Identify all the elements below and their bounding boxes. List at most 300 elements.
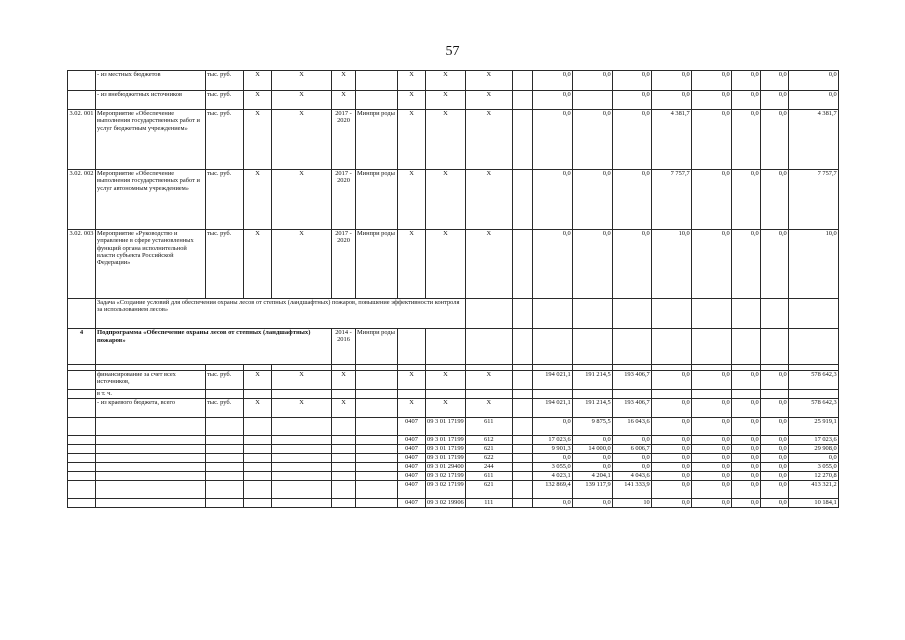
empty-cell xyxy=(206,463,244,472)
x-cell: X xyxy=(426,399,466,418)
empty-cell xyxy=(332,481,356,499)
value-cell: 194 021,1 xyxy=(532,371,572,390)
empty-cell xyxy=(512,481,532,499)
unit-cell: тыс. руб. xyxy=(206,170,244,230)
value-cell: 0,0 xyxy=(691,418,731,436)
value-cell: 7 757,7 xyxy=(788,170,838,230)
value-cell: 0,0 xyxy=(731,436,760,445)
value-cell: 0,0 xyxy=(691,445,731,454)
code-cell: 621 xyxy=(465,445,512,454)
value-cell: 0,0 xyxy=(691,110,731,170)
value-cell: 7 757,7 xyxy=(651,170,691,230)
value-cell: 0,0 xyxy=(691,499,731,508)
empty-cell xyxy=(272,418,332,436)
empty-cell xyxy=(96,499,206,508)
value-cell: 4 381,7 xyxy=(651,110,691,170)
empty-cell xyxy=(788,329,838,365)
x-cell: X xyxy=(398,110,426,170)
value-cell: 191 214,5 xyxy=(572,399,612,418)
empty-cell xyxy=(68,418,96,436)
detail-row xyxy=(68,418,839,436)
empty-cell xyxy=(731,390,760,399)
value-cell: 578 642,3 xyxy=(788,399,838,418)
x-cell: X xyxy=(244,170,272,230)
value-cell: 0,0 xyxy=(691,371,731,390)
value-cell: 413 321,2 xyxy=(788,481,838,499)
empty-cell xyxy=(68,390,96,399)
empty-cell xyxy=(612,299,651,329)
value-cell: 132 869,4 xyxy=(532,481,572,499)
value-cell: 16 043,6 xyxy=(612,418,651,436)
value-cell: 0,0 xyxy=(691,454,731,463)
value-cell: 0,0 xyxy=(532,71,572,91)
row-number: 3.02. 001 xyxy=(68,110,96,170)
value-cell: 0,0 xyxy=(612,230,651,299)
unit-cell: тыс. руб. xyxy=(206,230,244,299)
executor-cell: Минпри роды xyxy=(356,170,398,230)
code-cell: 0407 xyxy=(398,454,426,463)
code-cell: 622 xyxy=(465,454,512,463)
value-cell: 0,0 xyxy=(760,371,788,390)
task-row xyxy=(68,299,839,329)
empty-cell xyxy=(332,463,356,472)
empty-cell xyxy=(206,445,244,454)
executor-cell xyxy=(356,91,398,110)
empty-cell xyxy=(465,299,512,329)
empty-cell xyxy=(612,329,651,365)
value-cell: 0,0 xyxy=(651,371,691,390)
code-cell: 0407 xyxy=(398,481,426,499)
x-cell: X xyxy=(244,110,272,170)
value-cell: 17 023,6 xyxy=(532,436,572,445)
value-cell: 0,0 xyxy=(651,445,691,454)
x-cell: X xyxy=(272,170,332,230)
empty-cell xyxy=(788,299,838,329)
code-cell: 09 3 01 17199 xyxy=(427,445,464,452)
value-cell: 10 xyxy=(612,499,651,508)
x-cell: X xyxy=(465,230,512,299)
x-cell: X xyxy=(465,91,512,110)
value-cell: 0,0 xyxy=(572,454,612,463)
empty-cell xyxy=(465,329,512,365)
empty-cell xyxy=(512,329,532,365)
row-label: финансирование за счет всех источников, xyxy=(96,371,206,390)
value-cell: 193 406,7 xyxy=(612,399,651,418)
page-number: 57 xyxy=(445,44,460,59)
code-cell: 0407 xyxy=(398,463,426,472)
value-cell: 0,0 xyxy=(532,418,572,436)
value-cell: 0,0 xyxy=(612,463,651,472)
value-cell: 10,0 xyxy=(788,230,838,299)
code-cell: 111 xyxy=(465,499,512,508)
empty-cell xyxy=(691,299,731,329)
detail-row xyxy=(68,436,839,445)
value-cell: 0,0 xyxy=(691,436,731,445)
period-cell: 2017 - 2020 xyxy=(332,110,356,170)
task-label: Задача «Создание условий для обеспечения охраны лесов от степных (ландшафтных) пожаров, повышение эффективности контроля за использованием лесов» xyxy=(96,299,466,329)
row-label: Мероприятие «Руководство и управление в сфере установленных функций органа исполнительной власти субъекта Российской Федерации» xyxy=(96,230,206,299)
empty-cell xyxy=(206,418,244,436)
value-cell: 0,0 xyxy=(691,472,731,481)
value-cell: 0,0 xyxy=(691,91,731,110)
value-cell: 25 919,1 xyxy=(788,418,838,436)
detail-row xyxy=(68,481,839,499)
empty-cell xyxy=(532,299,572,329)
value-cell: 12 270,8 xyxy=(788,472,838,481)
empty-cell xyxy=(651,390,691,399)
empty-cell xyxy=(68,463,96,472)
period-cell: 2017 - 2020 xyxy=(332,230,356,299)
x-cell: X xyxy=(244,399,272,418)
value-cell: 0,0 xyxy=(572,170,612,230)
value-cell: 141 333,9 xyxy=(612,481,651,499)
value-cell: 3 055,0 xyxy=(788,463,838,472)
x-cell: X xyxy=(332,399,356,418)
value-cell: 9 875,5 xyxy=(572,418,612,436)
empty-cell xyxy=(731,299,760,329)
budget-table xyxy=(67,70,839,508)
incl-label: в т. ч. xyxy=(96,390,206,399)
value-cell: 0,0 xyxy=(731,371,760,390)
empty-cell xyxy=(96,445,206,454)
x-cell: X xyxy=(426,91,466,110)
empty-cell xyxy=(272,390,332,399)
empty-cell xyxy=(206,472,244,481)
unit-cell: тыс. руб. xyxy=(206,110,244,170)
value-cell: 0,0 xyxy=(691,481,731,499)
empty-cell xyxy=(332,499,356,508)
value-cell: 0,0 xyxy=(651,463,691,472)
row-label: - из внебюджетных источников xyxy=(96,91,206,110)
empty-cell xyxy=(206,454,244,463)
empty-cell xyxy=(532,329,572,365)
value-cell: 0,0 xyxy=(691,463,731,472)
value-cell: 0,0 xyxy=(572,230,612,299)
empty-cell xyxy=(96,463,206,472)
value-cell: 14 000,0 xyxy=(572,445,612,454)
value-cell: 0,0 xyxy=(760,230,788,299)
code-cell: 09 3 02 17199 xyxy=(427,472,464,479)
value-cell: 0,0 xyxy=(651,454,691,463)
code-cell: 0407 xyxy=(398,445,426,454)
value-cell: 0,0 xyxy=(651,71,691,91)
value-cell: 0,0 xyxy=(731,463,760,472)
empty-cell xyxy=(356,371,398,390)
value-cell: 0,0 xyxy=(612,91,651,110)
empty-cell xyxy=(206,481,244,499)
x-cell: X xyxy=(398,371,426,390)
x-cell: X xyxy=(332,371,356,390)
value-cell: 0,0 xyxy=(532,454,572,463)
value-cell: 0,0 xyxy=(731,91,760,110)
empty-cell xyxy=(572,329,612,365)
empty-cell xyxy=(760,299,788,329)
empty-cell xyxy=(206,436,244,445)
empty-cell xyxy=(68,445,96,454)
code-cell: 09 3 01 17199 xyxy=(427,454,464,461)
empty-cell xyxy=(512,454,532,463)
value-cell: 6 006,7 xyxy=(612,445,651,454)
value-cell: 0,0 xyxy=(572,110,612,170)
subprogram-title: Подпрограмма «Обеспечение охраны лесов от степных (ландшафтных) пожаров» xyxy=(96,329,332,365)
x-cell: X xyxy=(244,91,272,110)
value-cell: 0,0 xyxy=(760,91,788,110)
value-cell: 0,0 xyxy=(612,436,651,445)
x-cell: X xyxy=(398,71,426,91)
empty-cell xyxy=(244,463,272,472)
x-cell: X xyxy=(426,170,466,230)
value-cell: 0,0 xyxy=(651,399,691,418)
row-number xyxy=(68,71,96,91)
detail-row xyxy=(68,499,839,508)
code-cell: 244 xyxy=(465,463,512,472)
value-cell: 0,0 xyxy=(532,91,572,110)
empty-cell xyxy=(356,463,398,472)
value-cell: 0,0 xyxy=(612,110,651,170)
value-cell: 0,0 xyxy=(651,481,691,499)
x-cell: X xyxy=(426,230,466,299)
empty-cell xyxy=(512,399,532,418)
subprogram-number: 4 xyxy=(68,329,96,365)
period-cell: 2014 - 2016 xyxy=(332,329,356,365)
value-cell: 0,0 xyxy=(760,472,788,481)
value-cell: 0,0 xyxy=(532,230,572,299)
x-cell: X xyxy=(426,371,466,390)
empty-cell xyxy=(206,499,244,508)
value-cell: 0,0 xyxy=(760,170,788,230)
value-cell: 0,0 xyxy=(572,499,612,508)
empty-cell xyxy=(398,329,426,365)
empty-cell xyxy=(512,418,532,436)
value-cell: 0,0 xyxy=(760,454,788,463)
x-cell: X xyxy=(465,110,512,170)
value-cell: 0,0 xyxy=(691,71,731,91)
code-cell: 09 3 01 17199 xyxy=(427,436,464,443)
x-cell: X xyxy=(426,110,466,170)
empty-cell xyxy=(356,390,398,399)
empty-cell xyxy=(512,499,532,508)
value-cell: 10,0 xyxy=(651,230,691,299)
empty-cell xyxy=(272,454,332,463)
value-cell: 0,0 xyxy=(612,71,651,91)
empty-cell xyxy=(356,499,398,508)
empty-cell xyxy=(512,230,532,299)
row-number xyxy=(68,91,96,110)
empty-cell xyxy=(512,390,532,399)
value-cell: 0,0 xyxy=(731,454,760,463)
row-number: 3.02. 003 xyxy=(68,230,96,299)
x-cell: X xyxy=(272,71,332,91)
empty-cell xyxy=(760,329,788,365)
value-cell: 0,0 xyxy=(572,463,612,472)
empty-cell xyxy=(332,445,356,454)
empty-cell xyxy=(272,436,332,445)
empty-cell xyxy=(244,436,272,445)
value-cell: 0,0 xyxy=(651,418,691,436)
value-cell: 0,0 xyxy=(731,399,760,418)
empty-cell xyxy=(68,399,96,418)
code-cell: 0407 xyxy=(398,499,426,508)
value-cell: 139 117,9 xyxy=(572,481,612,499)
value-cell: 0,0 xyxy=(731,481,760,499)
value-cell: 0,0 xyxy=(760,481,788,499)
empty-cell xyxy=(332,454,356,463)
empty-cell xyxy=(272,499,332,508)
value-cell: 0,0 xyxy=(731,418,760,436)
empty-cell xyxy=(68,299,96,329)
subprogram-row xyxy=(68,329,839,365)
value-cell: 0,0 xyxy=(572,71,612,91)
row-label: - из краевого бюджета, всего xyxy=(96,399,206,418)
empty-cell xyxy=(68,472,96,481)
x-cell: X xyxy=(272,230,332,299)
empty-cell xyxy=(244,390,272,399)
value-cell: 578 642,3 xyxy=(788,371,838,390)
value-cell: 0,0 xyxy=(532,499,572,508)
value-cell: 0,0 xyxy=(731,110,760,170)
row-number: 3.02. 002 xyxy=(68,170,96,230)
row-label: Мероприятие «Обеспечение выполнения государственных работ и услуг автономным учреждением» xyxy=(96,170,206,230)
empty-cell xyxy=(512,463,532,472)
code-cell: 09 3 02 19906 xyxy=(427,499,464,506)
x-cell: X xyxy=(398,170,426,230)
empty-cell xyxy=(68,454,96,463)
empty-cell xyxy=(691,329,731,365)
value-cell: 0,0 xyxy=(788,71,838,91)
value-cell: 0,0 xyxy=(760,463,788,472)
empty-cell xyxy=(244,481,272,499)
value-cell: 4 381,7 xyxy=(788,110,838,170)
x-cell: X xyxy=(465,371,512,390)
value-cell: 0,0 xyxy=(731,170,760,230)
code-cell: 621 xyxy=(465,481,512,499)
value-cell: 9 901,3 xyxy=(532,445,572,454)
value-cell: 0,0 xyxy=(760,445,788,454)
unit-cell: тыс. руб. xyxy=(206,371,244,390)
value-cell: 0,0 xyxy=(691,230,731,299)
empty-cell xyxy=(244,454,272,463)
empty-cell xyxy=(96,436,206,445)
code-cell: 09 3 02 17199 xyxy=(426,481,466,499)
empty-cell xyxy=(512,371,532,390)
empty-cell xyxy=(512,436,532,445)
empty-cell xyxy=(465,390,512,399)
detail-row xyxy=(68,463,839,472)
code-cell: 09 3 01 29400 xyxy=(427,463,464,470)
x-cell: X xyxy=(244,371,272,390)
x-cell: X xyxy=(426,71,466,91)
empty-cell xyxy=(96,418,206,436)
incl-row xyxy=(68,390,839,399)
empty-cell xyxy=(68,436,96,445)
value-cell: 0,0 xyxy=(731,499,760,508)
empty-cell xyxy=(356,472,398,481)
code-cell: 0407 xyxy=(398,436,426,445)
empty-cell xyxy=(272,445,332,454)
empty-cell xyxy=(651,299,691,329)
code-cell: 611 xyxy=(465,418,512,436)
empty-cell xyxy=(96,472,206,481)
value-cell: 0,0 xyxy=(760,399,788,418)
empty-cell xyxy=(572,299,612,329)
x-cell: X xyxy=(272,371,332,390)
value-cell: 0,0 xyxy=(731,230,760,299)
value-cell: 0,0 xyxy=(651,472,691,481)
x-cell: X xyxy=(244,230,272,299)
x-cell: X xyxy=(272,399,332,418)
value-cell: 0,0 xyxy=(651,499,691,508)
value-cell: 0,0 xyxy=(731,445,760,454)
empty-cell xyxy=(244,472,272,481)
code-cell: 09 3 01 17199 xyxy=(426,418,466,436)
value-cell: 0,0 xyxy=(651,436,691,445)
table-row xyxy=(68,230,839,299)
empty-cell xyxy=(244,499,272,508)
value-cell: 0,0 xyxy=(691,170,731,230)
code-cell: 0407 xyxy=(398,472,426,481)
empty-cell xyxy=(512,91,532,110)
empty-cell xyxy=(426,329,466,365)
empty-cell xyxy=(398,390,426,399)
x-cell: X xyxy=(272,91,332,110)
unit-cell: тыс. руб. xyxy=(206,399,244,418)
empty-cell xyxy=(68,499,96,508)
empty-cell xyxy=(612,390,651,399)
empty-cell xyxy=(272,472,332,481)
empty-cell xyxy=(96,481,206,499)
empty-cell xyxy=(512,170,532,230)
empty-cell xyxy=(512,110,532,170)
value-cell xyxy=(572,91,612,110)
unit-cell: тыс. руб. xyxy=(206,91,244,110)
empty-cell xyxy=(332,390,356,399)
value-cell: 0,0 xyxy=(760,418,788,436)
empty-cell xyxy=(788,390,838,399)
table-row xyxy=(68,91,839,110)
value-cell: 0,0 xyxy=(572,436,612,445)
detail-row xyxy=(68,472,839,481)
code-cell: 612 xyxy=(465,436,512,445)
value-cell: 0,0 xyxy=(788,91,838,110)
value-cell: 3 055,0 xyxy=(532,463,572,472)
value-cell: 0,0 xyxy=(760,110,788,170)
value-cell: 193 406,7 xyxy=(612,371,651,390)
empty-cell xyxy=(356,436,398,445)
empty-cell xyxy=(572,390,612,399)
empty-cell xyxy=(332,472,356,481)
value-cell: 0,0 xyxy=(760,436,788,445)
value-cell: 4 043,6 xyxy=(612,472,651,481)
empty-cell xyxy=(356,399,398,418)
code-cell: 0407 xyxy=(398,418,426,436)
value-cell: 29 908,0 xyxy=(788,445,838,454)
empty-cell xyxy=(206,390,244,399)
empty-cell xyxy=(96,454,206,463)
empty-cell xyxy=(244,418,272,436)
table-row xyxy=(68,170,839,230)
empty-cell xyxy=(426,390,466,399)
empty-cell xyxy=(332,418,356,436)
value-cell: 0,0 xyxy=(612,170,651,230)
value-cell: 0,0 xyxy=(760,71,788,91)
value-cell: 191 214,5 xyxy=(572,371,612,390)
executor-cell: Минпри роды xyxy=(356,110,398,170)
empty-cell xyxy=(272,463,332,472)
detail-row xyxy=(68,454,839,463)
value-cell: 0,0 xyxy=(691,399,731,418)
executor-cell: Минпри роды xyxy=(356,230,398,299)
value-cell: 4 204,1 xyxy=(572,472,612,481)
